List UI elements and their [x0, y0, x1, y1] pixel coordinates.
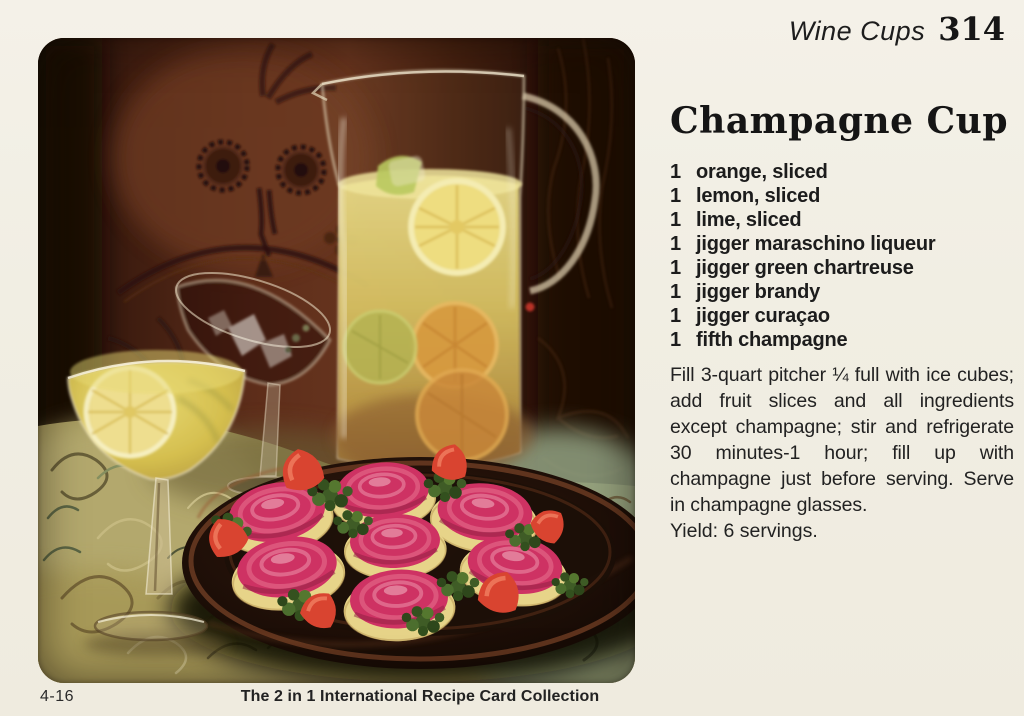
ingredient-qty: 1: [670, 304, 681, 327]
ingredient-item: jigger brandy: [696, 280, 821, 303]
ingredient-row: [670, 184, 1014, 208]
ingredient-row: [670, 232, 1014, 256]
ingredient-qty: 1: [670, 160, 681, 183]
instructions-paragraph: Fill 3-quart pitcher ¼ full with ice cubes; add fruit slices and all ingredients except champagne; stir and refrigerate 30 minutes-1 hour; fill up with champagne just before serving. Serve in champagne glasses.: [670, 363, 1014, 516]
berry: [526, 303, 535, 312]
recipe-column: [670, 100, 1014, 544]
yield-line: Yield: 6 servings.: [670, 519, 818, 542]
ingredient-item: jigger green chartreuse: [696, 256, 914, 279]
ingredient-qty: 1: [670, 256, 681, 279]
collection-title: The 2 in 1 International Recipe Card Collection: [240, 688, 600, 705]
masthead: [789, 10, 1005, 48]
recipe-title: Champagne Cup: [670, 100, 1009, 142]
page-number: 314: [938, 10, 1005, 48]
ingredient-item: jigger maraschino liqueur: [696, 232, 936, 255]
ingredient-item: lemon, sliced: [696, 184, 821, 207]
ingredient-row: [670, 304, 1014, 328]
ingredient-qty: 1: [670, 328, 681, 351]
ingredient-row: [670, 256, 1014, 280]
recipe-photo: [38, 38, 635, 683]
ingredient-item: fifth champagne: [696, 328, 848, 351]
ingredient-item: orange, sliced: [696, 160, 828, 183]
card-code: 4-16: [40, 688, 75, 705]
ingredient-qty: 1: [670, 208, 681, 231]
ingredient-qty: 1: [670, 184, 681, 207]
ingredient-row: [670, 328, 1014, 352]
ingredient-row: [670, 160, 1014, 184]
ingredient-qty: 1: [670, 232, 681, 255]
ingredient-row: [670, 208, 1014, 232]
category-label: Wine Cups: [788, 16, 926, 46]
ingredient-item: jigger curaçao: [696, 304, 830, 327]
ingredient-item: lime, sliced: [696, 208, 802, 231]
ingredient-list: [670, 160, 1014, 352]
photo-illustration: [38, 38, 635, 683]
ingredient-row: [670, 280, 1014, 304]
ingredient-qty: 1: [670, 280, 681, 303]
